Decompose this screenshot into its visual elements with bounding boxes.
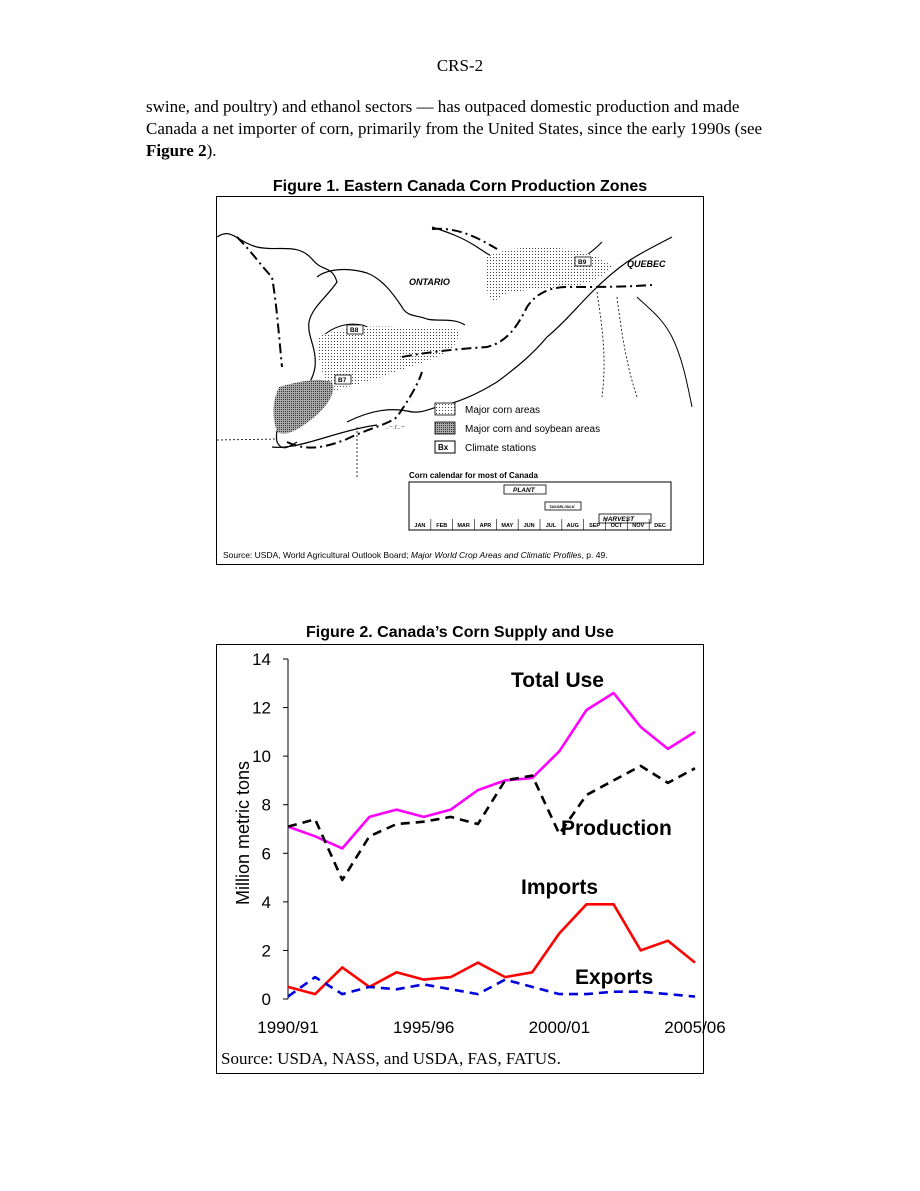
y-tick-label: 8 [261, 795, 271, 815]
x-axis-ticks [257, 1018, 725, 1037]
figure2-title: Figure 2. Canada’s Corn Supply and Use [306, 624, 614, 641]
series-label-production: Production [561, 817, 672, 840]
legend-swatch-bx: Bx [438, 443, 449, 452]
plant-label: PLANT [513, 487, 535, 494]
y-tick-label: 14 [252, 650, 271, 669]
border-line-north [432, 229, 497, 249]
figure1-source-title: Major World Crop Areas and Climatic Profiles [410, 550, 582, 560]
series-label-imports: Imports [521, 876, 599, 899]
y-tick-label: 6 [261, 844, 271, 864]
figure1-title: Figure 1. Eastern Canada Corn Production Zones [272, 178, 648, 195]
paragraph-text: swine, and poultry) and ethanol sectors — has outpaced domestic production and made Canada a net importer of corn, primarily from the United States, since the early 1990s (see [146, 97, 763, 138]
border-line [237, 237, 282, 367]
calendar-month-label: MAY [501, 523, 514, 529]
series-label-total-use: Total Use [511, 669, 604, 692]
y-tick-label: 0 [261, 990, 271, 1009]
x-tick-label: 2000/01 [528, 1018, 591, 1037]
legend-label-corn: Major corn areas [465, 405, 541, 416]
series-lines [288, 693, 695, 997]
province-border [597, 292, 604, 397]
y-tick-label: 2 [261, 941, 271, 961]
calendar-month-label: MAR [457, 523, 470, 529]
x-tick-label: 1990/91 [257, 1018, 319, 1037]
state-border [217, 439, 277, 440]
legend-swatch-corn [435, 403, 455, 415]
calendar-month-label: JUN [523, 523, 535, 529]
figure-2-reference: Figure 2 [146, 141, 207, 160]
figure1-source [223, 550, 608, 560]
figure1-source-suffix: , p. 49. [581, 550, 608, 560]
x-tick-label: 1995/96 [392, 1018, 455, 1037]
calendar-month-label: SEP [589, 523, 601, 529]
province-border-2 [617, 297, 637, 397]
corn-supply-use-chart [217, 645, 726, 1072]
legend-swatch-corn-soybean [435, 422, 455, 434]
corn-area-zone-quebec [487, 247, 612, 300]
y-axis-ticks [252, 650, 288, 1009]
calendar-month-label: JAN [414, 523, 426, 529]
page-header: CRS-2 [436, 56, 484, 75]
harvest-label: HARVEST [603, 516, 635, 523]
calendar-month-label: FEB [436, 523, 448, 529]
body-paragraph [146, 96, 786, 162]
calendar-month-label: AUG [566, 523, 579, 529]
calendar-month-label: OCT [610, 523, 623, 529]
paragraph-text-end: ). [206, 141, 217, 160]
calendar-month-label: APR [479, 523, 492, 529]
station-b9-label: B9 [578, 259, 587, 266]
legend-label-stations: Climate stations [465, 443, 537, 454]
y-axis-label: Million metric tons [233, 760, 253, 906]
y-tick-label: 12 [252, 698, 271, 718]
tassel-label: TASSEL/SILK [549, 504, 575, 509]
figure1-source-prefix: Source: USDA, World Agricultural Outlook Board; [223, 550, 411, 560]
legend-label-corn-soybean: Major corn and soybean areas [465, 424, 601, 435]
map-stray-label: ..~.r..~ [385, 424, 405, 431]
figure2-source: Source: USDA, NASS, and USDA, FAS, FATUS. [221, 1049, 561, 1068]
corn-soybean-zone [273, 380, 333, 434]
east-coast [637, 297, 692, 407]
figure2-chart-frame [216, 644, 726, 1074]
calendar-month-label: NOV [632, 523, 645, 529]
figure1-map-frame [216, 196, 704, 565]
station-b8-label: B8 [350, 327, 359, 334]
y-tick-label: 10 [252, 747, 271, 767]
y-tick-label: 4 [261, 892, 271, 912]
corn-zone-map [217, 197, 702, 563]
calendar-month-label: JUL [545, 523, 557, 529]
station-b7-label: B7 [338, 377, 347, 384]
quebec-label: QUEBEC [627, 259, 666, 269]
calendar-month-label: DEC [654, 523, 666, 529]
calendar-title: Corn calendar for most of Canada [409, 471, 538, 480]
ontario-label: ONTARIO [409, 277, 450, 287]
x-tick-label: 2005/06 [664, 1018, 726, 1037]
series-label-exports: Exports [575, 966, 654, 989]
